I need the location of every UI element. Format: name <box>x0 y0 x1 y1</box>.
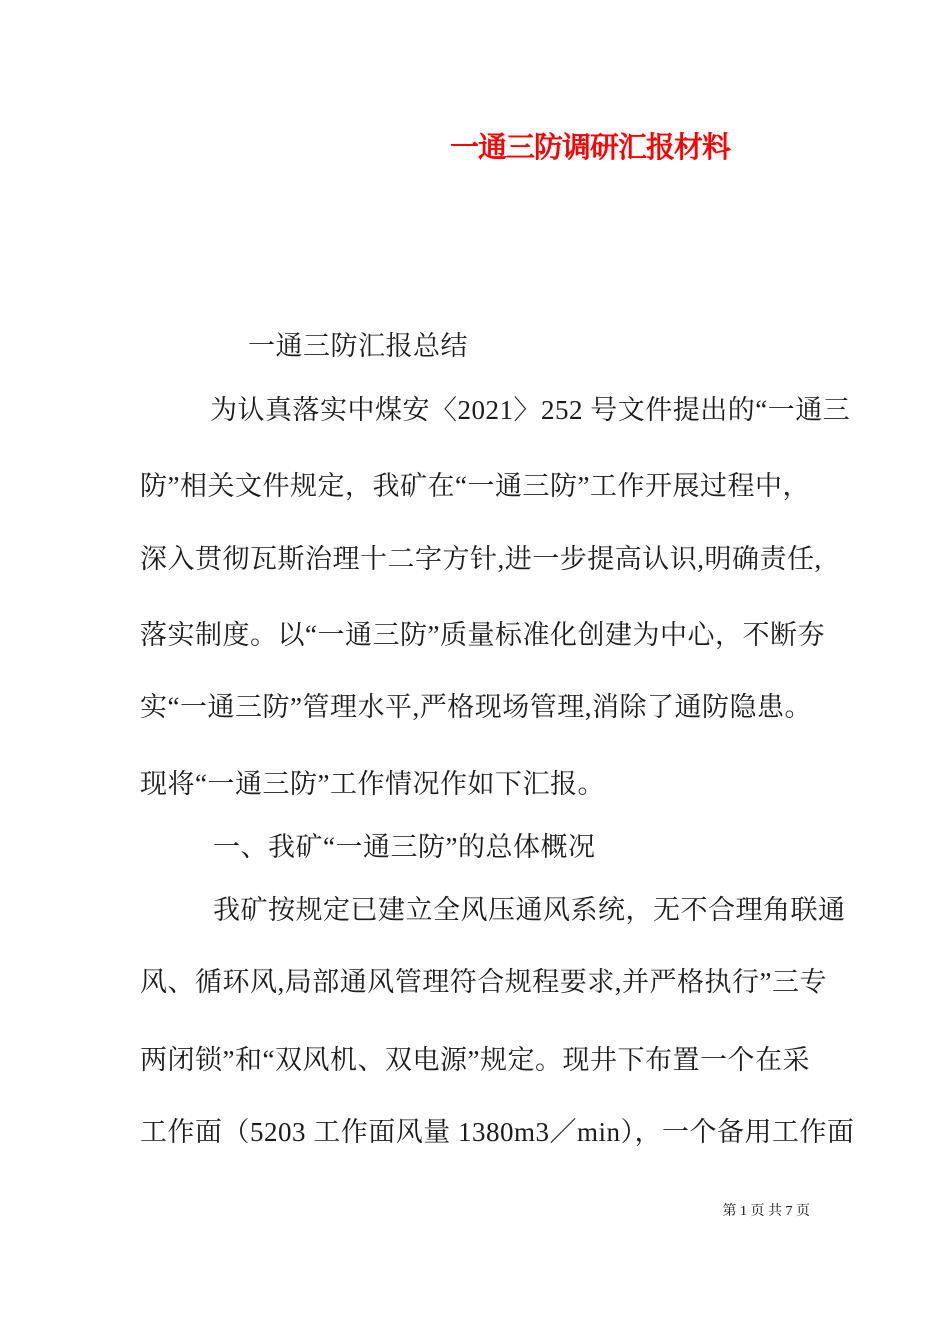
doc-title: 一通三防调研汇报材料 <box>450 130 731 164</box>
paragraph-line: 风、循环风,局部通风管理符合规程要求,并严格执行”三专 <box>140 967 827 997</box>
paragraph-line: 工作面（5203 工作面风量 1380m3／min），一个备用工作面 <box>140 1117 855 1147</box>
page-number: 第 1 页 共 7 页 <box>722 1204 810 1219</box>
paragraph-line: 现将“一通三防”工作情况作如下汇报。 <box>140 769 605 799</box>
section-heading: 一、我矿“一通三防”的总体概况 <box>213 832 596 862</box>
paragraph-line: 为认真落实中煤安〈2021〉252 号文件提出的“一通三 <box>210 395 851 425</box>
paragraph-line: 防”相关文件规定，我矿在“一通三防”工作开展过程中， <box>140 471 810 501</box>
paragraph-line: 我矿按规定已建立全风压通风系统，无不合理角联通 <box>213 895 846 925</box>
doc-subtitle: 一通三防汇报总结 <box>248 331 468 361</box>
paragraph-line: 落实制度。以“一通三防”质量标准化创建为中心，不断夯 <box>140 620 825 650</box>
paragraph-line: 两闭锁”和“双风机、双电源”规定。现井下布置一个在采 <box>140 1045 810 1075</box>
paragraph-line: 深入贯彻瓦斯治理十二字方针,进一步提高认识,明确责任, <box>140 544 822 574</box>
paragraph-line: 实“一通三防”管理水平,严格现场管理,消除了通防隐患。 <box>140 692 812 722</box>
